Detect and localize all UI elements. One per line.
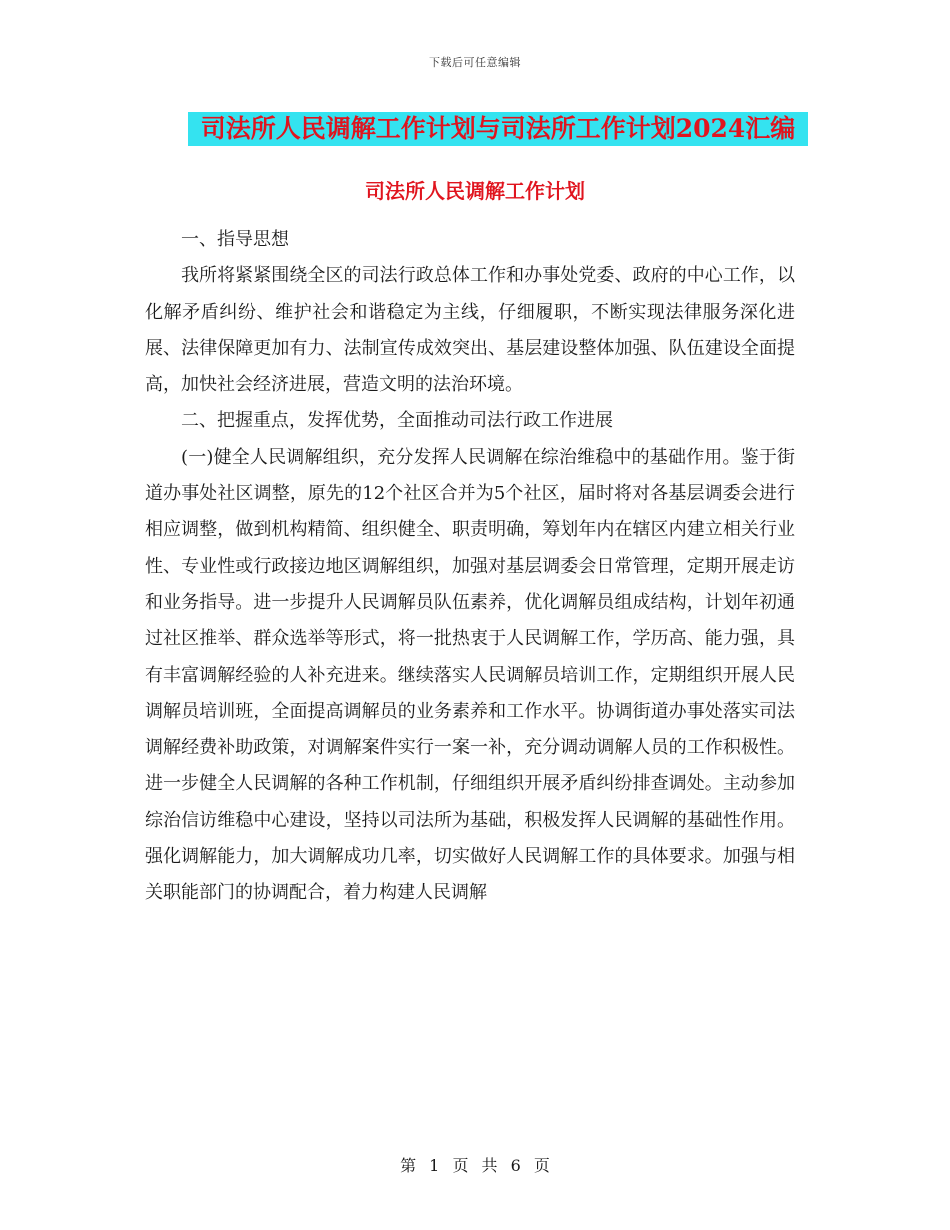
document-body xyxy=(145,222,795,912)
page-number: 第 1 页 共 6 页 xyxy=(400,1156,550,1175)
paragraph: (一)健全人民调解组织，充分发挥人民调解在综治维稳中的基础作用。鉴于街道办事处社区调整，原先的12个社区合并为5个社区，届时将对各基层调委会进行相应调整，做到机构精简、组织健全、职责明确，筹划年内在辖区内建立相关行业性、专业性或行政接边地区调解组织，加强对基层调委会日常管理，定期开展走访和业务指导。进一步提升人民调解员队伍素养，优化调解员组成结构，计划年初通过社区推举、群众选举等形式，将一批热衷于人民调解工作，学历高、能力强，具有丰富调解经验的人补充进来。继续落实人民调解员培训工作，定期组织开展人民调解员培训班，全面提高调解员的业务素养和工作水平。协调街道办事处落实司法调解经费补助政策，对调解案件实行一案一补，充分调动调解人员的工作积极性。进一步健全人民调解的各种工作机制，仔细组织开展矛盾纠纷排查调处。主动参加综治信访维稳中心建设，坚持以司法所为基础，积极发挥人民调解的基础性作用。强化调解能力，加大调解成功几率，切实做好人民调解工作的具体要求。加强与相关职能部门的协调配合，着力构建人民调解 xyxy=(145,446,795,904)
paragraph-heading-2: 二、把握重点，发挥优势，全面推动司法行政工作进展 xyxy=(181,410,613,432)
section-title: 司法所人民调解工作计划 xyxy=(365,179,585,203)
paragraph-heading-1: 一、指导思想 xyxy=(181,229,289,250)
paragraph: 我所将紧紧围绕全区的司法行政总体工作和办事处党委、政府的中心工作，以化解矛盾纠纷、维护社会和谐稳定为主线，仔细履职，不断实现法律服务深化进展、法律保障更加有力、法制宣传成效突出、基层建设整体加强、队伍建设全面提高，加快社会经济进展，营造文明的法治环境。 xyxy=(145,265,795,396)
header-note: 下载后可任意编辑 xyxy=(429,56,521,69)
document-title: 司法所人民调解工作计划与司法所工作计划2024汇编 xyxy=(188,112,808,146)
